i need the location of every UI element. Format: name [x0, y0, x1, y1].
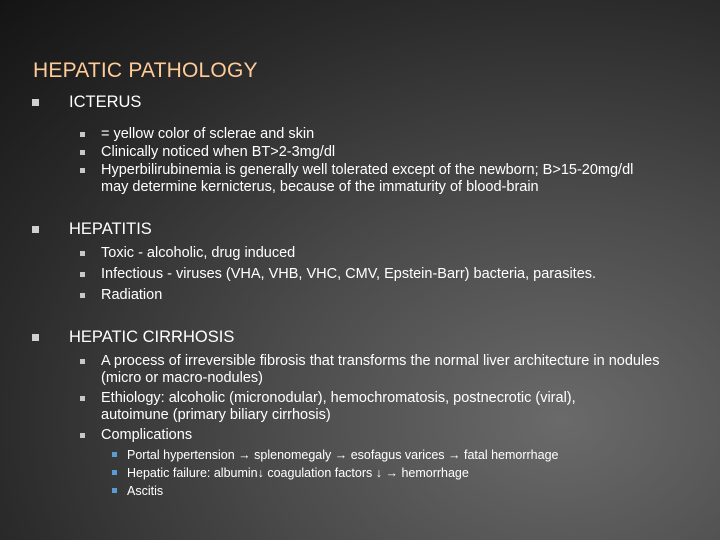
slide-title: HEPATIC PATHOLOGY [33, 59, 258, 82]
list-item [80, 144, 672, 161]
square-bullet-icon [112, 488, 117, 493]
square-bullet-icon [80, 359, 85, 364]
sub-list-item [112, 447, 692, 463]
section-items [80, 245, 682, 304]
list-item-text: = yellow color of sclerae and skin [101, 126, 315, 142]
section-heading: HEPATITIS [69, 220, 152, 238]
square-bullet-icon [80, 433, 85, 438]
sub-list-item-text: Portal hypertension → splenomegaly → esofagus varices → fatal hemorrhage [127, 448, 559, 462]
list-item-text: Infectious - viruses (VHA, VHB, VHC, CMV, Epstein-Barr) bacteria, parasites. [101, 266, 597, 282]
section-items [80, 353, 692, 499]
list-item-text: Hyperbilirubinemia is generally well tolerated except of the newborn; B>15-20mg/dl may determine kernicterus, because of the immaturity of blood-brain [101, 162, 634, 195]
list-item [80, 126, 672, 143]
square-bullet-icon [80, 396, 85, 401]
list-item [80, 162, 672, 196]
square-bullet-icon [32, 334, 39, 341]
square-bullet-icon [80, 272, 85, 277]
list-item [80, 245, 682, 262]
section-items [80, 126, 672, 196]
sub-list-item [112, 465, 692, 481]
section-heading: HEPATIC CIRRHOSIS [69, 328, 235, 346]
section-heading-row [32, 328, 692, 347]
square-bullet-icon [80, 251, 85, 256]
complications-sublist [112, 447, 692, 499]
section-heading-row [32, 220, 682, 239]
square-bullet-icon [80, 293, 85, 298]
list-item-text: Ethiology: alcoholic (micronodular), hemochromatosis, postnecrotic (viral), autoimune (primary biliary cirrhosis) [101, 390, 576, 423]
square-bullet-icon [32, 99, 39, 106]
list-item-text: Radiation [101, 287, 163, 303]
section-heading-row [32, 93, 672, 112]
sub-list-item-text: Hepatic failure: albumin↓ coagulation factors ↓ → hemorrhage [127, 466, 469, 480]
sub-list-item-text: Ascitis [127, 484, 164, 498]
list-item [80, 266, 682, 283]
section-heading: ICTERUS [69, 93, 142, 111]
list-item [80, 353, 692, 387]
list-item-text: A process of irreversible fibrosis that transforms the normal liver architecture in nodules (micro or macro-nodules) [101, 353, 660, 386]
list-item-text: Toxic - alcoholic, drug induced [101, 245, 296, 261]
section-icterus [32, 93, 672, 197]
square-bullet-icon [80, 132, 85, 137]
square-bullet-icon [112, 470, 117, 475]
sub-list-item [112, 483, 692, 499]
list-item [80, 427, 692, 444]
list-item [80, 390, 692, 424]
section-hepatitis [32, 220, 682, 305]
list-item [80, 287, 682, 304]
list-item-text: Clinically noticed when BT>2-3mg/dl [101, 144, 336, 160]
section-hepatic-cirrhosis [32, 328, 692, 501]
list-item-text: Complications [101, 427, 193, 443]
square-bullet-icon [80, 168, 85, 173]
square-bullet-icon [80, 150, 85, 155]
square-bullet-icon [32, 226, 39, 233]
square-bullet-icon [112, 452, 117, 457]
